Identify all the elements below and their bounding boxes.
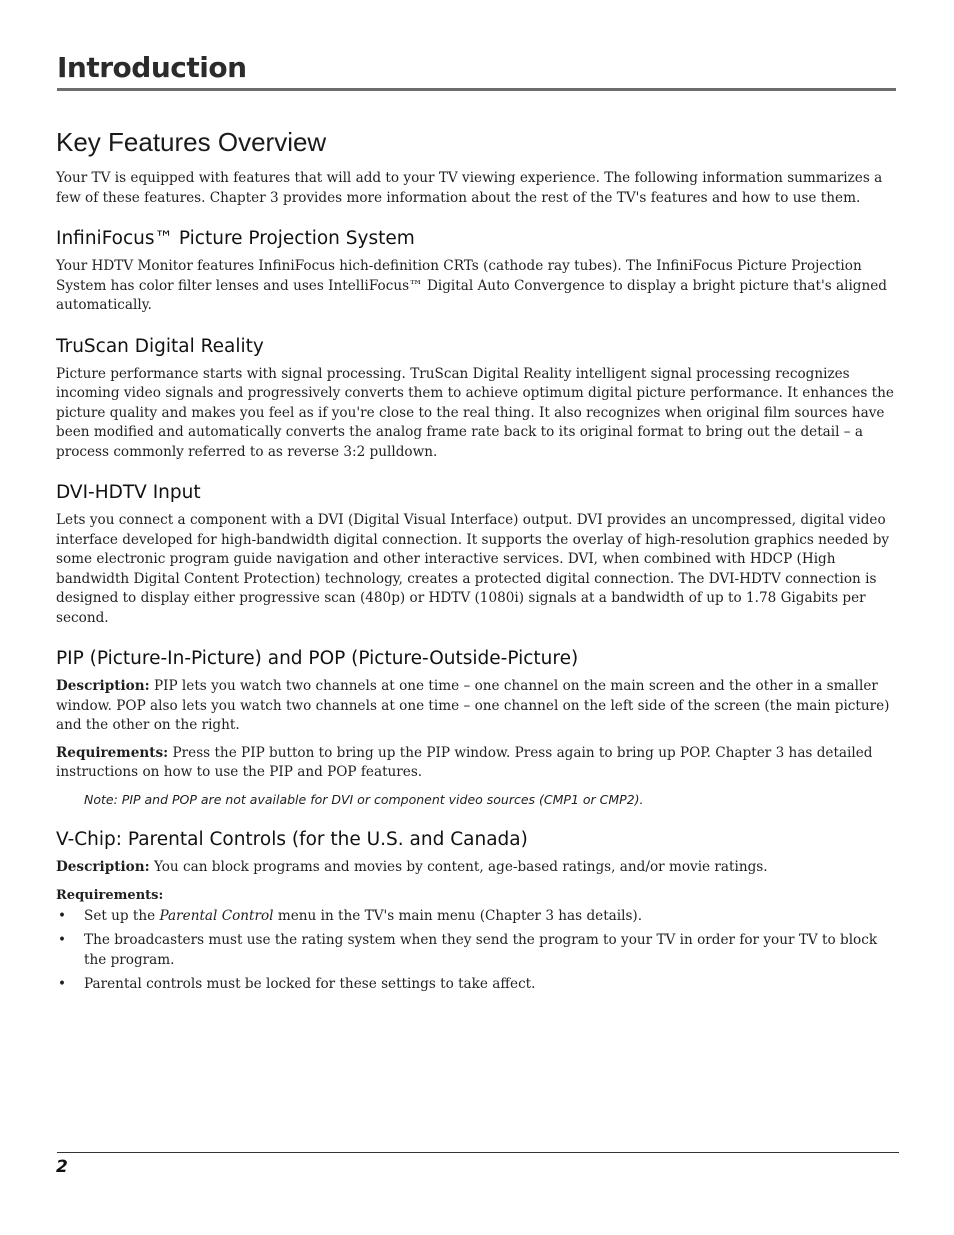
- pip-description-label: Description:: [56, 678, 150, 694]
- section-heading-vchip: V-Chip: Parental Controls (for the U.S. and Canada): [56, 828, 528, 850]
- infinifocus-paragraph: Your HDTV Monitor features InfiniFocus hich-definition CRTs (cathode ray tubes). The InfiniFocus Picture Projection System has color filter lenses and uses IntelliFocus™ Digital Auto Convergence to display a bright picture that's aligned automatically.: [56, 258, 888, 313]
- list-item-text: The broadcasters must use the rating system when they send the program to your TV in order for your TV to block the program.: [84, 932, 878, 968]
- list-item: [56, 975, 898, 995]
- list-item-text: Parental controls must be locked for these settings to take affect.: [84, 976, 536, 992]
- vchip-requirements-list: [56, 907, 898, 995]
- pip-description: [56, 677, 898, 736]
- section-heading-dvi: DVI-HDTV Input: [56, 482, 201, 503]
- section-heading-pip: PIP (Picture-In-Picture) and POP (Picture-Outside-Picture): [56, 648, 579, 669]
- section-heading-truscan: TruScan Digital Reality: [56, 335, 264, 357]
- vchip-requirements-label: Requirements:: [56, 888, 164, 903]
- list-item-text-emphasis: Parental Control: [159, 907, 274, 924]
- section-heading-infinifocus: InfiniFocus™ Picture Projection System: [56, 228, 415, 249]
- chapter-title: Introduction: [57, 51, 247, 84]
- chapter-divider: [57, 88, 896, 91]
- vchip-description-label: Description:: [56, 858, 150, 875]
- list-item: [56, 907, 898, 927]
- list-item-text-after: menu in the TV's main menu (Chapter 3 has details).: [273, 907, 643, 924]
- pip-note: Note: PIP and POP are not available for DVI or component video sources (CMP1 or CMP2).: [84, 791, 644, 807]
- page-number: 2: [56, 1157, 68, 1177]
- pip-requirements-label: Requirements:: [56, 744, 169, 761]
- pip-requirements-text: Press the PIP button to bring up the PIP window. Press again to bring up POP. Chapter 3 has detailed instructions on how to use the PIP and POP features.: [56, 744, 873, 780]
- footer-divider: [57, 1152, 899, 1153]
- vchip-description-text: You can block programs and movies by content, age-based ratings, and/or movie ratings.: [149, 858, 768, 875]
- bullet-icon: •: [58, 976, 67, 992]
- bullet-icon: •: [58, 907, 67, 924]
- pip-description-text: PIP lets you watch two channels at one time – one channel on the main screen and the other in a smaller window. POP also lets you watch two channels at one time – one channel on the left side of the screen (the main picture) and the other on the right.: [56, 678, 890, 733]
- intro-paragraph: Your TV is equipped with features that will add to your TV viewing experience. The following information summarizes a few of these features. Chapter 3 provides more information about the rest of the TV's features and how to use them.: [56, 170, 883, 206]
- list-item-text-before: Set up the: [84, 907, 160, 924]
- pip-requirements: [56, 744, 898, 783]
- list-item: [56, 931, 898, 970]
- page-content: [56, 126, 898, 1000]
- truscan-paragraph: Picture performance starts with signal processing. TruScan Digital Reality intelligent signal processing recognizes incoming video signals and progressively converts them to achieve optimum digital picture performance. It enhances the picture quality and makes you feel as if you're close to the real thing. It also recognizes when original film sources have been modified and automatically converts the analog frame rate back to its original format to bring out the detail – a process commonly referred to as reverse 3:2 pulldown.: [56, 365, 894, 460]
- bullet-icon: •: [58, 932, 67, 948]
- vchip-description: [56, 858, 898, 878]
- page-title: Key Features Overview: [56, 127, 327, 157]
- dvi-paragraph: Lets you connect a component with a DVI (Digital Visual Interface) output. DVI provides an uncompressed, digital video interface developed for high-bandwidth digital connection. It supports the overlay of high-resolution graphics needed by some electronic program guide navigation and other interactive services. DVI, when combined with HDCP (High bandwidth Digital Content Protection) technology, creates a protected digital connection. The DVI-HDTV connection is designed to display either progressive scan (480p) or HDTV (1080i) signals at a bandwidth of up to 1.78 Gigabits per second.: [56, 512, 890, 626]
